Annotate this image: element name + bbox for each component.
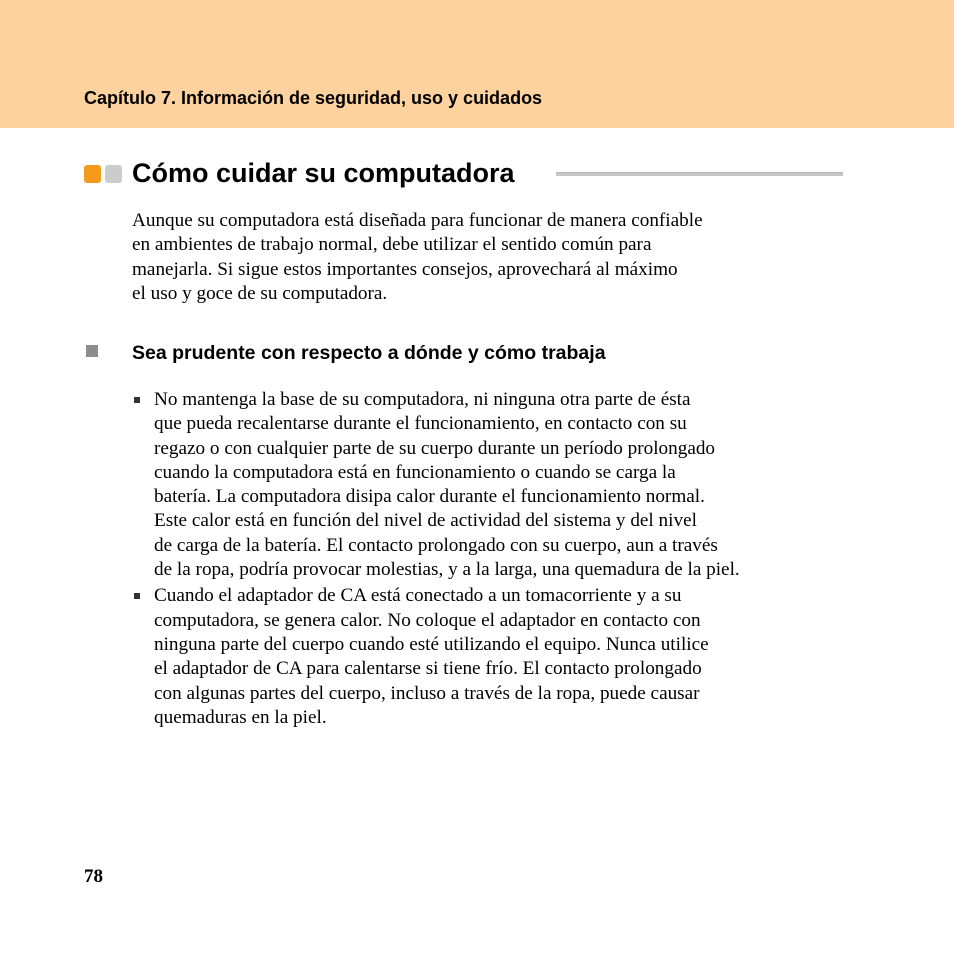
square-bullet-icon [86,345,98,357]
list-item-line: Este calor está en función del nivel de actividad del sistema y del nivel [154,510,697,532]
gray-square-icon [105,165,122,183]
small-square-bullet-icon [134,593,140,599]
heading-divider [556,172,843,176]
list-item-line: ninguna parte del cuerpo cuando esté utilizando el equipo. Nunca utilice [154,633,709,655]
list-item [132,584,852,730]
heading-squares-icon [84,165,124,185]
page-number: 78 [84,866,103,887]
list-item-line: el adaptador de CA para calentarse si tiene frío. El contacto prolongado [154,658,702,680]
list-item-line: computadora, se genera calor. No coloque el adaptador en contacto con [154,609,701,631]
orange-square-icon [84,165,101,183]
section-title: Cómo cuidar su computadora [132,158,515,188]
list-item-line: de carga de la batería. El contacto prolongado con su cuerpo, aun a través [154,534,718,556]
small-square-bullet-icon [134,397,140,403]
section-heading [84,154,844,194]
list-item-text [154,388,852,582]
list-item-text [154,584,852,730]
list-item-line: que pueda recalentarse durante el funcionamiento, en contacto con su [154,413,687,435]
list-item-line: quemaduras en la piel. [154,706,327,728]
subsection-title: Sea prudente con respecto a dónde y cómo trabaja [132,342,606,364]
intro-line: en ambientes de trabajo normal, debe utilizar el sentido común para [132,234,652,256]
bullet-list [132,388,852,732]
list-item-line: con algunas partes del cuerpo, incluso a través de la ropa, puede causar [154,682,700,704]
list-item [132,388,852,582]
intro-line: manejarla. Si sigue estos importantes consejos, aprovechará al máximo [132,258,678,280]
list-item-line: regazo o con cualquier parte de su cuerpo durante un período prolongado [154,437,716,459]
intro-line: Aunque su computadora está diseñada para funcionar de manera confiable [132,210,703,231]
list-item-line: de la ropa, podría provocar molestias, y a la larga, una quemadura de la piel. [154,559,740,581]
list-item-line: No mantenga la base de su computadora, ni ninguna otra parte de ésta [154,389,691,410]
intro-line: el uso y goce de su computadora. [132,282,388,304]
chapter-title: Capítulo 7. Información de seguridad, uso y cuidados [84,88,543,108]
list-item-line: batería. La computadora disipa calor durante el funcionamiento normal. [154,486,705,508]
list-item-line: cuando la computadora está en funcionamiento o cuando se carga la [154,461,676,483]
subsection-heading [84,340,844,368]
list-item-line: Cuando el adaptador de CA está conectado a un tomacorriente y a su [154,585,682,607]
intro-paragraph [132,209,852,306]
